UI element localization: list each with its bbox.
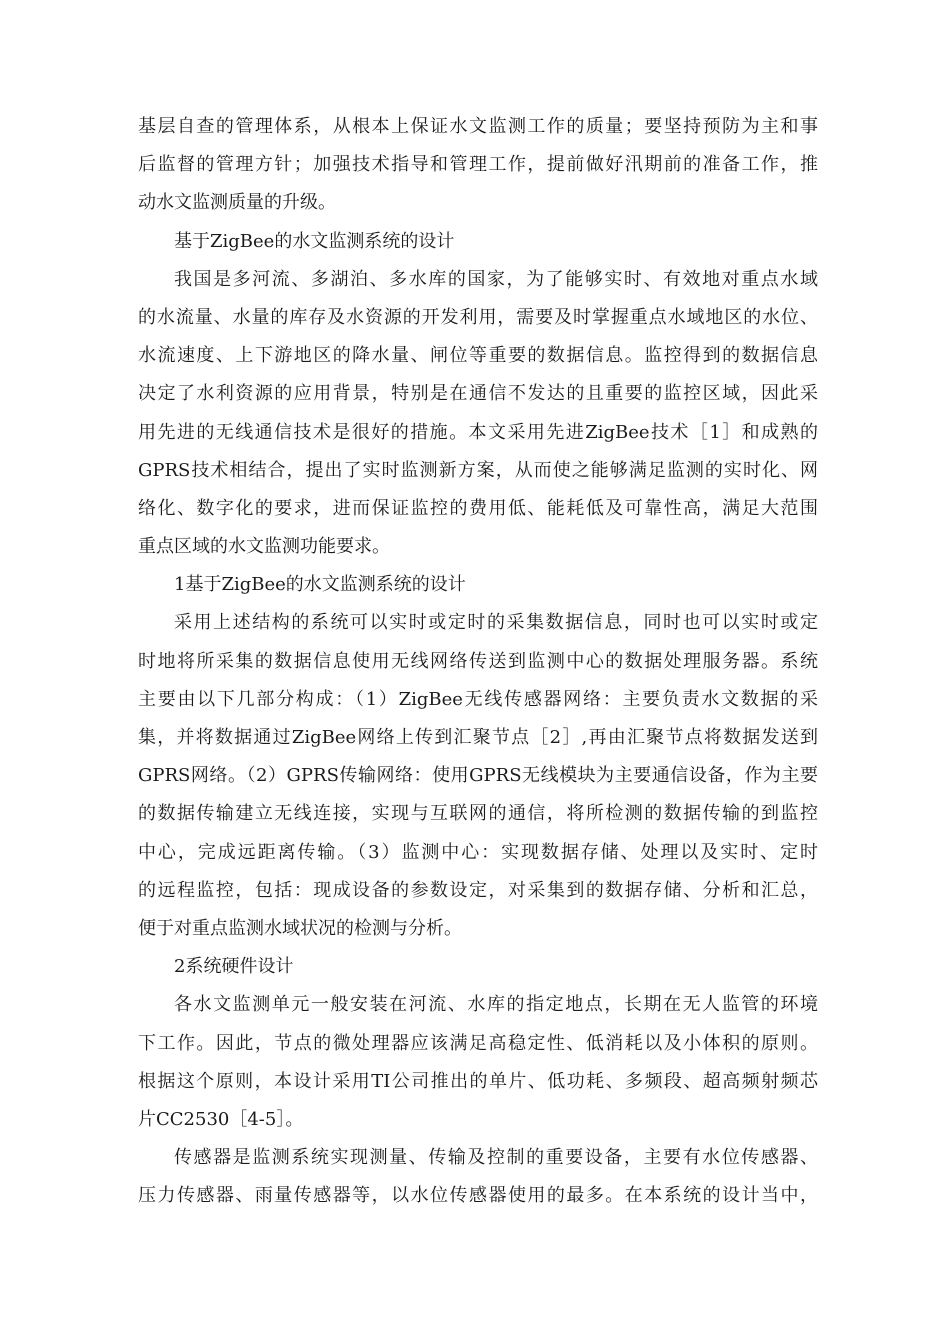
paragraph-line: 片CC2530［4-5］。 <box>138 1108 304 1130</box>
paragraph-line: 我国是多河流、多湖泊、多水库的国家，为了能够实时、有效地对重点水域 <box>174 268 818 290</box>
paragraph-line: GPRS网络。（2）GPRS传输网络：使用GPRS无线模块为主要通信设备，作为主要 <box>138 765 818 787</box>
paragraph-line: 下工作。因此，节点的微处理器应该满足高稳定性、低消耗以及小体积的原则。 <box>138 1032 818 1054</box>
section-heading: 基于ZigBee的水文监测系统的设计 <box>174 230 455 252</box>
paragraph-line: 中心，完成远距离传输。（3）监测中心：实现数据存储、处理以及实时、定时 <box>138 841 818 863</box>
paragraph-line: GPRS技术相结合，提出了实时监测新方案，从而使之能够满足监测的实时化、网 <box>138 459 818 481</box>
section-heading: 2系统硬件设计 <box>174 956 294 978</box>
paragraph-line: 压力传感器、雨量传感器等，以水位传感器使用的最多。在本系统的设计当中， <box>138 1185 818 1207</box>
paragraph-line: 动水文监测质量的升级。 <box>138 192 336 214</box>
paragraph-line: 时地将所采集的数据信息使用无线网络传送到监测中心的数据处理服务器。系统 <box>138 650 818 672</box>
paragraph-line: 水流速度、上下游地区的降水量、闸位等重要的数据信息。监控得到的数据信息 <box>138 345 818 367</box>
paragraph-line: 集，并将数据通过ZigBee网络上传到汇聚节点［2］,再由汇聚节点将数据发送到 <box>138 727 818 748</box>
paragraph-line: 的水流量、水量的库存及水资源的开发利用，需要及时掌握重点水域地区的水位、 <box>138 306 818 328</box>
paragraph-line: 的远程监控，包括：现成设备的参数设定，对采集到的数据存储、分析和汇总， <box>138 879 818 901</box>
paragraph-line: 便于对重点监测水域状况的检测与分析。 <box>138 917 462 939</box>
paragraph-line: 采用上述结构的系统可以实时或定时的采集数据信息，同时也可以实时或定 <box>174 612 818 634</box>
paragraph-line: 传感器是监测系统实现测量、传输及控制的重要设备，主要有水位传感器、 <box>174 1147 818 1169</box>
paragraph-line: 基层自查的管理体系，从根本上保证水文监测工作的质量；要坚持预防为主和事 <box>138 116 818 137</box>
paragraph-line: 重点区域的水文监测功能要求。 <box>138 536 390 558</box>
paragraph-line: 用先进的无线通信技术是很好的措施。本文采用先进ZigBee技术［1］和成熟的 <box>138 421 818 443</box>
paragraph-line: 后监督的管理方针；加强技术指导和管理工作，提前做好汛期前的准备工作，推 <box>138 154 818 176</box>
paragraph-line: 主要由以下几部分构成：（1）ZigBee无线传感器网络：主要负责水文数据的采 <box>138 688 818 710</box>
body-text <box>138 108 818 1215</box>
paragraph-line: 根据这个原则，本设计采用TI公司推出的单片、低功耗、多频段、超高频射频芯 <box>138 1070 818 1092</box>
paragraph-line: 决定了水利资源的应用背景，特别是在通信不发达的且重要的监控区域，因此采 <box>138 383 818 405</box>
paragraph-line: 各水文监测单元一般安装在河流、水库的指定地点，长期在无人监管的环境 <box>174 994 818 1016</box>
paragraph-line: 络化、数字化的要求，进而保证监控的费用低、能耗低及可靠性高，满足大范围 <box>138 497 818 519</box>
section-heading: 1基于ZigBee的水文监测系统的设计 <box>174 574 466 596</box>
paragraph-line: 的数据传输建立无线连接，实现与互联网的通信，将所检测的数据传输的到监控 <box>138 803 818 825</box>
